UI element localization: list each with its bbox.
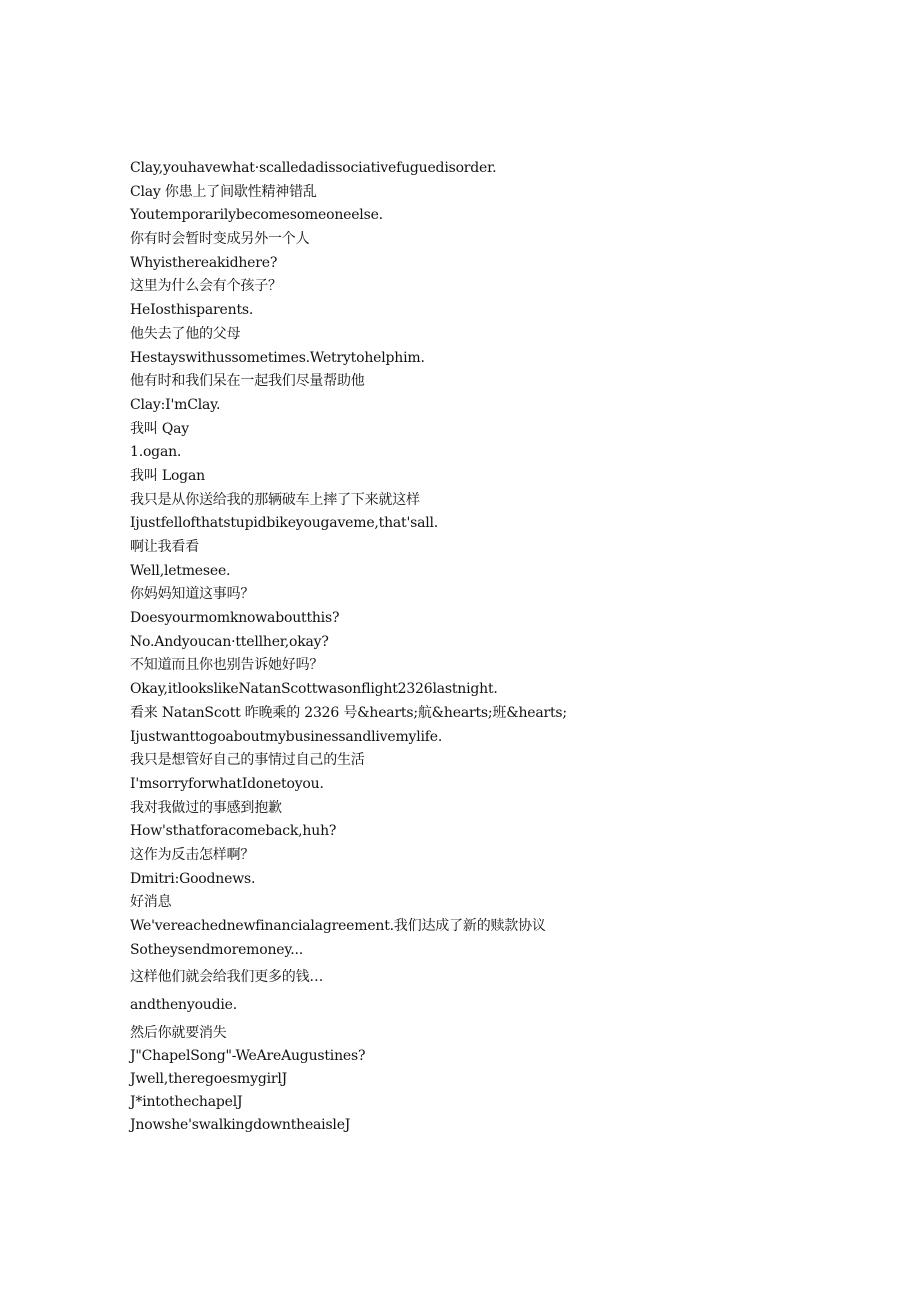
transcript-line: 他有时和我们呆在一起我们尽量帮助他 (130, 373, 365, 390)
transcript-line: 然后你就要消失 (130, 1024, 227, 1041)
transcript-line: 看来 NatanScott 昨晚乘的 2326 号&hearts;航&hearts;班&hearts; (130, 704, 567, 721)
transcript-line: J*intothechapelJ (130, 1094, 243, 1111)
transcript-line: Well,letmesee. (130, 562, 231, 579)
transcript-line: 啊让我看看 (130, 539, 199, 555)
transcript-line: Whyisthereakidhere? (130, 254, 278, 271)
transcript-line: 你妈妈知道这事吗？ (130, 586, 255, 603)
transcript-line: I'msorryforwhatIdonetoyou. (130, 775, 324, 792)
transcript-line: Jnowshe'swalkingdowntheaisleJ (130, 1117, 351, 1134)
transcript-line: 好消息 (130, 894, 172, 911)
transcript-line: 1.ogan. (130, 444, 182, 461)
transcript-line: 不知道而且你也别告诉她好吗？ (130, 657, 324, 674)
transcript-line: 这里为什么会有个孩子？ (130, 278, 282, 295)
transcript-line: Youtemporarilybecomesomeoneelse. (130, 207, 383, 224)
transcript-line: Ijustwanttogoaboutmybusinessandlivemylife. (130, 728, 443, 745)
transcript-line: Clay,youhavewhat·scalledadissociativefuguedisorder. (130, 160, 497, 176)
transcript-line: Jwell,theregoesmygirlJ (130, 1071, 288, 1088)
transcript-line: Clay:I'mClay. (130, 396, 221, 413)
transcript-line: 你有时会暂时变成另外一个人 (130, 231, 310, 248)
transcript-line: 我只是从你送给我的那辆破车上摔了下来就这样 (130, 491, 420, 508)
transcript-line: How'sthatforacomeback,huh? (130, 823, 337, 840)
transcript-line: 他失去了他的父母 (130, 325, 241, 342)
transcript-line: No.Andyoucan·ttellher,okay? (130, 633, 329, 650)
transcript-line: 我叫 Qay (130, 420, 189, 437)
transcript-line: Okay,itlookslikeNatanScottwasonflight2326lastnight. (130, 681, 498, 698)
transcript-line: Clay 你患上了间歇性精神错乱 (130, 183, 317, 200)
transcript-line: Doesyourmomknowaboutthis? (130, 610, 340, 627)
transcript-line: Ijustfellofthatstupidbikeyougaveme,that'sall. (130, 515, 439, 532)
transcript-line: andthenyoudie. (130, 997, 237, 1014)
transcript-line: We'vereachednewfinancialagreement.我们达成了新的赎款协议 (130, 918, 546, 934)
subtitle-transcript (130, 157, 830, 1137)
transcript-line: 这样他们就会给我们更多的钱… (130, 969, 324, 986)
transcript-line: 这作为反击怎样啊？ (130, 846, 255, 863)
transcript-line: 我叫 Logan (130, 467, 205, 484)
transcript-line: 我只是想管好自己的事情过自己的生活 (130, 752, 365, 769)
transcript-line: 我对我做过的事感到抱歉 (130, 799, 282, 816)
transcript-line: Sotheysendmoremoney... (130, 941, 303, 958)
transcript-line: Dmitri:Goodnews. (130, 870, 256, 887)
transcript-line: HeIosthisparents. (130, 302, 254, 319)
transcript-line: J"ChapelSong"-WeAreAugustines? (130, 1048, 366, 1065)
transcript-line: Hestayswithussometimes.Wetrytohelphim. (130, 349, 425, 366)
